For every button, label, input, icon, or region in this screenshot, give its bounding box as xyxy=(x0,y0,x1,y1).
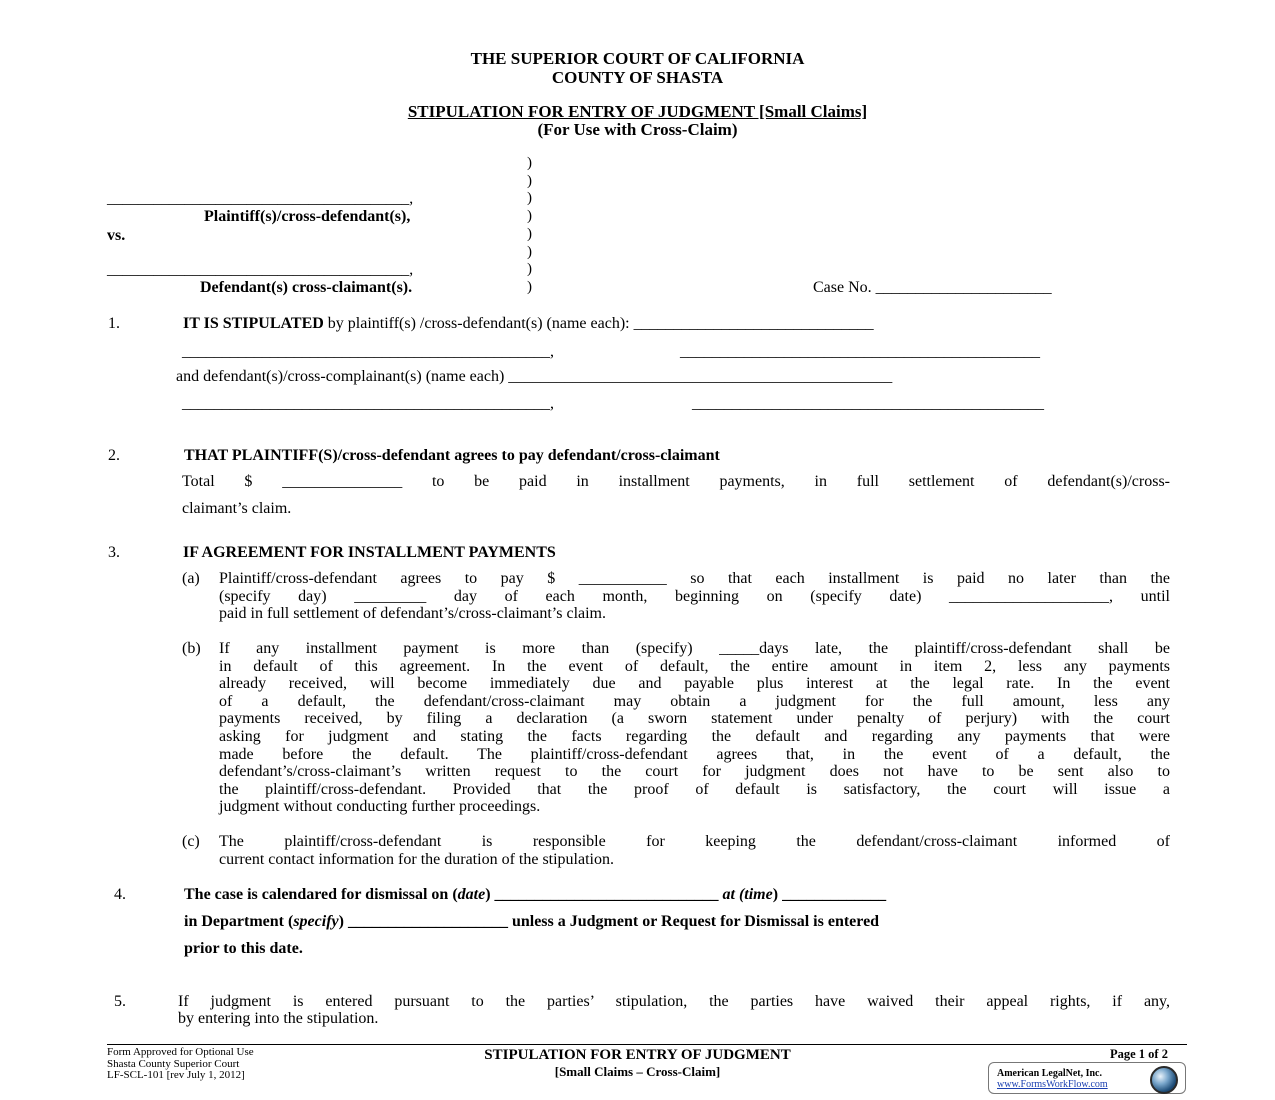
item-5-line-1: If judgment is entered pursuant to the parties’ stipulation, the parties have waived their appeal rights, if any, xyxy=(178,993,1170,1010)
caption-paren: ) xyxy=(527,225,532,242)
caption-paren: ) xyxy=(527,155,532,171)
plaintiff-name-blank[interactable]: _______________________________________, xyxy=(107,190,414,207)
item-3c-line: current contact information for the duration of the stipulation. xyxy=(219,850,614,868)
defendant-name-field-2[interactable]: ______________________________________________, xyxy=(182,395,554,412)
item-3a-line: paid in full settlement of defendant’s/cross-claimant’s claim. xyxy=(219,605,606,623)
item-5-number: 5. xyxy=(114,993,126,1010)
item-3-heading: IF AGREEMENT FOR INSTALLMENT PAYMENTS xyxy=(183,544,556,561)
item-3a-label: (a) xyxy=(182,570,200,587)
item-2-heading: THAT PLAINTIFF(S)/cross-defendant agrees to pay defendant/cross-claimant xyxy=(184,447,720,464)
item-3b-text xyxy=(219,640,1170,816)
item-4-number: 4. xyxy=(114,886,126,903)
item-2-number: 2. xyxy=(108,447,120,464)
brand-name: American LegalNet, Inc. xyxy=(997,1068,1102,1079)
caption-paren: ) xyxy=(527,243,532,260)
item-4-date-word: date xyxy=(457,886,486,903)
caption-paren: ) xyxy=(527,190,532,207)
case-number-label: Case No. xyxy=(813,279,872,296)
item-1-number: 1. xyxy=(108,315,120,332)
vs-label: vs. xyxy=(107,227,126,244)
dismissal-date-field[interactable]: ) ____________________________ xyxy=(485,886,723,903)
footer-approval: Form Approved for Optional Use xyxy=(107,1046,254,1058)
item-2-line-2: claimant’s claim. xyxy=(182,500,292,517)
item-3b-line: the plaintiff/cross-defendant. Provided that the proof of default is satisfactory, the court will issue a xyxy=(219,780,1170,798)
footer-title: STIPULATION FOR ENTRY OF JUDGMENT xyxy=(484,1047,791,1063)
defendant-name-blank[interactable]: _______________________________________, xyxy=(107,261,414,278)
caption-paren: ) xyxy=(527,278,532,295)
defendant-names-line[interactable]: and defendant(s)/cross-complainant(s) (name each) ________________________________________________ xyxy=(176,368,893,385)
footer-rule xyxy=(107,1044,1187,1045)
county-name: COUNTY OF SHASTA xyxy=(551,68,724,87)
page-number: Page 1 of 2 xyxy=(1110,1047,1168,1061)
item-3c-text xyxy=(219,833,1170,868)
caption-paren: ) xyxy=(527,261,532,278)
case-number-field[interactable]: ______________________ xyxy=(875,279,1052,296)
item-3b-line: of a default, the defendant/cross-claimant may obtain a judgment for the full amount, less any xyxy=(219,692,1170,710)
item-4-line-1[interactable] xyxy=(184,886,886,904)
department-field[interactable]: ) ____________________ unless a Judgment or Request for Dismissal is entered xyxy=(338,913,880,930)
plaintiff-name-field-3[interactable]: _____________________________________________ xyxy=(680,343,1040,360)
item-3a-line[interactable]: Plaintiff/cross-defendant agrees to pay $ ___________ so that each installment is paid no later than the xyxy=(219,570,1170,587)
plaintiff-label: Plaintiff(s)/cross-defendant(s), xyxy=(204,208,411,225)
item-2-total-line[interactable]: Total $ _______________ to be paid in installment payments, in full settlement of defendant(s)/cross- xyxy=(182,473,1170,490)
footer-form-id: LF-SCL-101 [rev July 1, 2012] xyxy=(107,1069,245,1081)
item-3c-label: (c) xyxy=(182,833,200,850)
item-3a-text xyxy=(219,570,1170,623)
item-3a-line[interactable]: (specify day) _________ day of each month, beginning on (specify date) ____________________, until xyxy=(219,587,1170,605)
caption-paren: ) xyxy=(527,208,532,225)
item-3c-line: The plaintiff/cross-defendant is responsible for keeping the defendant/cross-claimant informed of xyxy=(219,833,1170,850)
caption-paren: ) xyxy=(527,172,532,189)
item-3b-line: made before the default. The plaintiff/cross-defendant agrees that, in the event of a default, the xyxy=(219,745,1170,763)
globe-icon xyxy=(1150,1066,1178,1094)
item-4-dept-text: in Department ( xyxy=(184,913,294,930)
footer-court: Shasta County Superior Court xyxy=(107,1057,240,1070)
item-3b-line: in default of this agreement. In the event of default, the entire amount in item 2, less any payments xyxy=(219,657,1170,675)
dismissal-time-field[interactable]: ) _____________ xyxy=(772,886,887,903)
item-1-lead: IT IS STIPULATED xyxy=(183,315,324,332)
item-3b-line: asking for judgment and stating the facts regarding the default and regarding any payments that were xyxy=(219,727,1170,745)
item-3b-line: already received, will become immediately due and payable plus interest at the legal rate. In the event xyxy=(219,675,1170,693)
form-subtitle: (For Use with Cross-Claim) xyxy=(537,120,738,139)
item-5-line-2: by entering into the stipulation. xyxy=(178,1010,379,1027)
item-3-number: 3. xyxy=(108,544,120,561)
item-1-line xyxy=(183,315,874,333)
item-3b-label: (b) xyxy=(182,640,201,657)
item-3b-line: judgment without conducting further proceedings. xyxy=(219,798,541,816)
item-4-time-word: at (time xyxy=(722,886,773,903)
item-3b-line[interactable]: If any installment payment is more than (specify) _____days late, the plaintiff/cross-defendant shall be xyxy=(219,640,1170,657)
footer-subtitle: [Small Claims – Cross-Claim] xyxy=(554,1064,721,1079)
item-3b-line: defendant’s/cross-claimant’s written request to the court for judgment does not have to be sent also to xyxy=(219,763,1170,781)
item-1-text[interactable]: by plaintiff(s) /cross-defendant(s) (name each): ______________________________ xyxy=(323,315,874,332)
brand-link[interactable]: www.FormsWorkFlow.com xyxy=(997,1079,1108,1090)
item-4-line-2[interactable] xyxy=(184,913,879,931)
case-number xyxy=(813,279,1052,297)
defendant-label: Defendant(s) cross-claimant(s). xyxy=(200,279,413,296)
item-3b-line: payments received, by filing a declaration (a sworn statement under penalty of perjury) with the court xyxy=(219,710,1170,728)
defendant-name-field-3[interactable]: ____________________________________________ xyxy=(692,395,1044,412)
court-name: THE SUPERIOR COURT OF CALIFORNIA xyxy=(470,49,805,68)
item-4-line-3: prior to this date. xyxy=(184,940,303,957)
plaintiff-name-field-2[interactable]: ______________________________________________, xyxy=(182,343,554,360)
form-title: STIPULATION FOR ENTRY OF JUDGMENT [Small Claims] xyxy=(407,102,868,121)
caption-bracket xyxy=(527,155,532,297)
item-4-text: The case is calendared for dismissal on ( xyxy=(184,886,458,903)
item-4-specify-word: specify xyxy=(293,913,339,930)
